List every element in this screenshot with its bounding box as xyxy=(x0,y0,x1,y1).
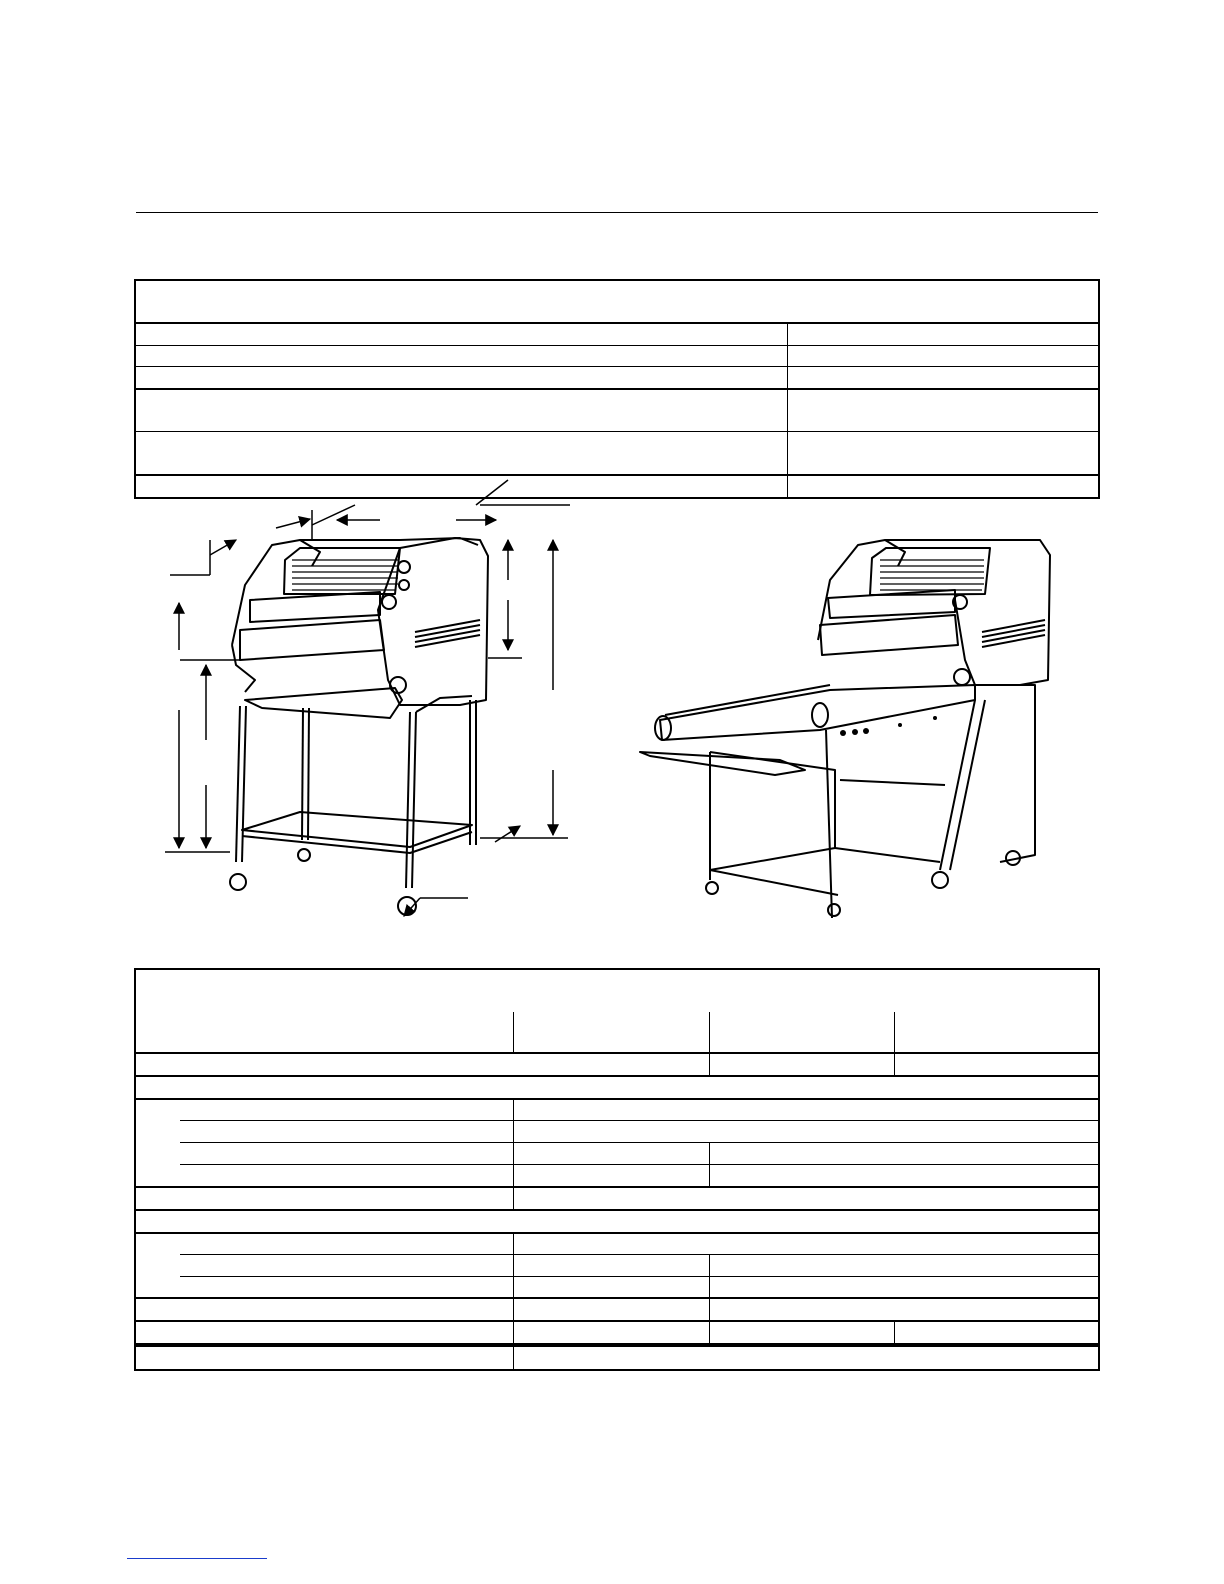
footer-text[interactable] xyxy=(127,1540,267,1556)
bottom-col-header-3 xyxy=(714,1030,889,1050)
bottom-row-10-cell-3 xyxy=(714,1257,1094,1275)
bottom-row-10-cell-2 xyxy=(518,1257,704,1275)
bottom-col-header-2 xyxy=(518,1030,704,1050)
bottom-row-6-cell-1 xyxy=(184,1167,509,1185)
bottom-col-header-1 xyxy=(140,1030,508,1050)
bottom-row-4-cell-1 xyxy=(184,1123,509,1141)
bottom-row-12-cell-4 xyxy=(899,1323,1094,1341)
bottom-row-5-cell-2 xyxy=(518,1145,704,1163)
bottom-row-7-cell-2 xyxy=(518,1190,1093,1208)
bottom-row-9-cell-2 xyxy=(518,1235,1093,1253)
bottom-row-11-cell-1 xyxy=(140,1300,508,1318)
bottom-row-3-cell-2 xyxy=(518,1101,1093,1119)
bottom-row-13-cell-1 xyxy=(140,1349,508,1367)
bottom-row-5-cell-1 xyxy=(184,1145,509,1163)
bottom-table-title xyxy=(140,978,1090,1004)
bottom-row-13-cell-2 xyxy=(518,1349,1093,1367)
bottom-row-1-cell-1 xyxy=(140,1056,700,1074)
bottom-row-7-cell-1 xyxy=(140,1190,508,1208)
bottom-col-header-4 xyxy=(899,1030,1094,1050)
bottom-row-10-cell-1 xyxy=(184,1257,509,1275)
bottom-row-4-cell-2 xyxy=(518,1123,1093,1141)
bottom-row-6-cell-3 xyxy=(714,1167,1094,1185)
bottom-row-12-cell-2 xyxy=(518,1323,704,1341)
bottom-row-2-cell-1 xyxy=(140,1079,1090,1097)
bottom-row-12-cell-3 xyxy=(714,1323,889,1341)
bottom-row-8-cell-1 xyxy=(140,1213,1090,1231)
bottom-row-9-cell-1 xyxy=(184,1235,509,1253)
bottom-row-5-cell-3 xyxy=(714,1145,1094,1163)
bottom-row-1-cell-2 xyxy=(714,1056,889,1074)
bottom-row-6-cell-2 xyxy=(518,1167,704,1185)
bottom-row-11-cell-2 xyxy=(518,1300,704,1318)
footer-link-underline xyxy=(127,1558,267,1559)
bottom-row-1-cell-3 xyxy=(899,1056,1094,1074)
bottom-row-3-cell-1 xyxy=(184,1101,509,1119)
bottom-row-12-cell-1 xyxy=(140,1323,508,1341)
bottom-row-11-cell-3 xyxy=(714,1300,1094,1318)
